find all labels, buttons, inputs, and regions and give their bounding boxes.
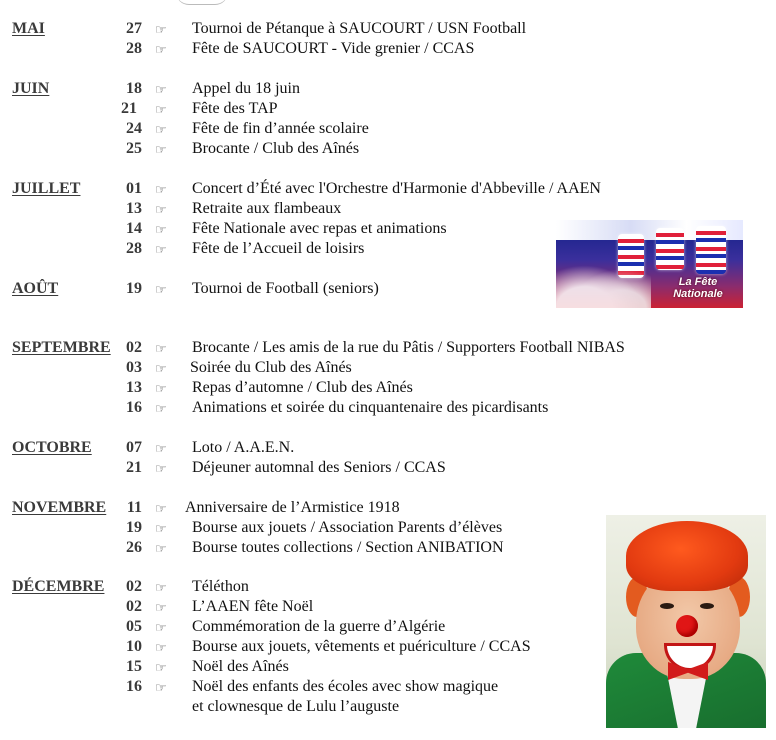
pointing-hand-icon: ☞ [155, 182, 167, 197]
event-day: 28 [126, 40, 142, 57]
lantern-decoration [656, 228, 684, 270]
event-day: 25 [126, 140, 142, 157]
crowd-silhouette [556, 258, 651, 308]
event-day: 03 [126, 359, 142, 376]
event-day: 02 [126, 598, 142, 615]
pointing-hand-icon: ☞ [155, 501, 167, 516]
month-label-octobre: OCTOBRE [12, 439, 92, 456]
pointing-hand-icon: ☞ [155, 600, 167, 615]
pointing-hand-icon: ☞ [155, 242, 167, 257]
event-text: Fête de fin d’année scolaire [192, 120, 369, 137]
event-day: 02 [126, 578, 142, 595]
clown-eye [660, 603, 674, 609]
event-text: Animations et soirée du cinquantenaire des picardisants [192, 399, 549, 416]
event-day: 21 [121, 100, 137, 117]
event-text: Bourse aux jouets / Association Parents d’élèves [192, 519, 503, 536]
pointing-hand-icon: ☞ [155, 222, 167, 237]
event-day: 26 [126, 539, 142, 556]
pointing-hand-icon: ☞ [155, 381, 167, 396]
event-day: 19 [126, 519, 142, 536]
pointing-hand-icon: ☞ [155, 22, 167, 37]
event-text: Bourse aux jouets, vêtements et puériculture / CCAS [192, 638, 531, 655]
event-text: Fête de l’Accueil de loisirs [192, 240, 365, 257]
event-day: 19 [126, 280, 142, 297]
event-day: 02 [126, 339, 142, 356]
event-day: 24 [126, 120, 142, 137]
event-text: Fête Nationale avec repas et animations [192, 220, 447, 237]
event-text: Fête des TAP [192, 100, 278, 117]
month-label-juin: JUIN [12, 80, 50, 97]
event-day: 16 [126, 678, 142, 695]
event-text: Tournoi de Football (seniors) [192, 280, 379, 297]
pointing-hand-icon: ☞ [155, 441, 167, 456]
red-nose [676, 615, 698, 637]
pointing-hand-icon: ☞ [155, 541, 167, 556]
lantern-decoration [696, 226, 726, 274]
event-text: Anniversaire de l’Armistice 1918 [185, 499, 400, 516]
month-label-aout: AOÛT [12, 280, 59, 297]
clown-eye [700, 603, 714, 609]
event-day: 13 [126, 379, 142, 396]
event-text: Noël des Aînés [192, 658, 289, 675]
event-text: Tournoi de Pétanque à SAUCOURT / USN Football [192, 20, 527, 37]
pointing-hand-icon: ☞ [155, 341, 167, 356]
event-text: Téléthon [192, 578, 249, 595]
event-day: 21 [126, 459, 142, 476]
month-label-septembre: SEPTEMBRE [12, 339, 111, 356]
fete-nationale-image [556, 220, 743, 308]
event-text: Concert d’Été avec l'Orchestre d'Harmonie d'Abbeville / AAEN [192, 180, 601, 197]
pointing-hand-icon: ☞ [155, 660, 167, 675]
pointing-hand-icon: ☞ [155, 521, 167, 536]
pointing-hand-icon: ☞ [155, 82, 167, 97]
month-label-novembre: NOVEMBRE [12, 499, 107, 516]
event-day: 11 [126, 499, 142, 516]
pointing-hand-icon: ☞ [155, 401, 167, 416]
clown-photo [606, 515, 766, 728]
event-text: Noël des enfants des écoles avec show magique [192, 678, 499, 695]
event-day: 27 [126, 20, 142, 37]
event-text: Appel du 18 juin [192, 80, 300, 97]
event-day: 07 [126, 439, 142, 456]
event-text: Loto / A.A.E.N. [192, 439, 295, 456]
pointing-hand-icon: ☞ [155, 102, 167, 117]
event-text: L’AAEN fête Noël [192, 598, 314, 615]
event-day: 28 [126, 240, 142, 257]
pointing-hand-icon: ☞ [155, 361, 167, 376]
month-label-mai: MAI [12, 20, 45, 37]
event-text: Brocante / Club des Aînés [192, 140, 360, 157]
logo-text-line: La Fête [678, 276, 718, 288]
month-label-decembre: DÉCEMBRE [12, 578, 105, 595]
event-text: Retraite aux flambeaux [192, 200, 342, 217]
pointing-hand-icon: ☞ [155, 620, 167, 635]
logo-text-line: Nationale [673, 288, 723, 300]
event-text-continuation: et clownesque de Lulu l’auguste [192, 698, 400, 715]
event-text: Brocante / Les amis de la rue du Pâtis / Supporters Football NIBAS [192, 339, 625, 356]
pointing-hand-icon: ☞ [155, 282, 167, 297]
event-text: Bourse toutes collections / Section ANIBATION [192, 539, 504, 556]
event-day: 10 [126, 638, 142, 655]
pointing-hand-icon: ☞ [155, 461, 167, 476]
event-text: Soirée du Club des Aînés [190, 359, 352, 376]
pointing-hand-icon: ☞ [155, 42, 167, 57]
event-day: 01 [126, 180, 142, 197]
pointing-hand-icon: ☞ [155, 122, 167, 137]
pointing-hand-icon: ☞ [155, 680, 167, 695]
red-hat [626, 521, 748, 591]
month-label-juillet: JUILLET [12, 180, 81, 197]
event-text: Déjeuner automnal des Seniors / CCAS [192, 459, 446, 476]
pointing-hand-icon: ☞ [155, 640, 167, 655]
event-text: Fête de SAUCOURT - Vide grenier / CCAS [192, 40, 475, 57]
event-text: Commémoration de la guerre d’Algérie [192, 618, 446, 635]
event-day: 13 [126, 200, 142, 217]
page-top-decoration [176, 0, 228, 5]
pointing-hand-icon: ☞ [155, 142, 167, 157]
pointing-hand-icon: ☞ [155, 202, 167, 217]
event-day: 18 [126, 80, 142, 97]
event-day: 14 [126, 220, 142, 237]
pointing-hand-icon: ☞ [155, 580, 167, 595]
event-text: Repas d’automne / Club des Aînés [192, 379, 413, 396]
event-day: 05 [126, 618, 142, 635]
fete-nationale-logo-text [656, 276, 740, 300]
event-day: 15 [126, 658, 142, 675]
event-day: 16 [126, 399, 142, 416]
